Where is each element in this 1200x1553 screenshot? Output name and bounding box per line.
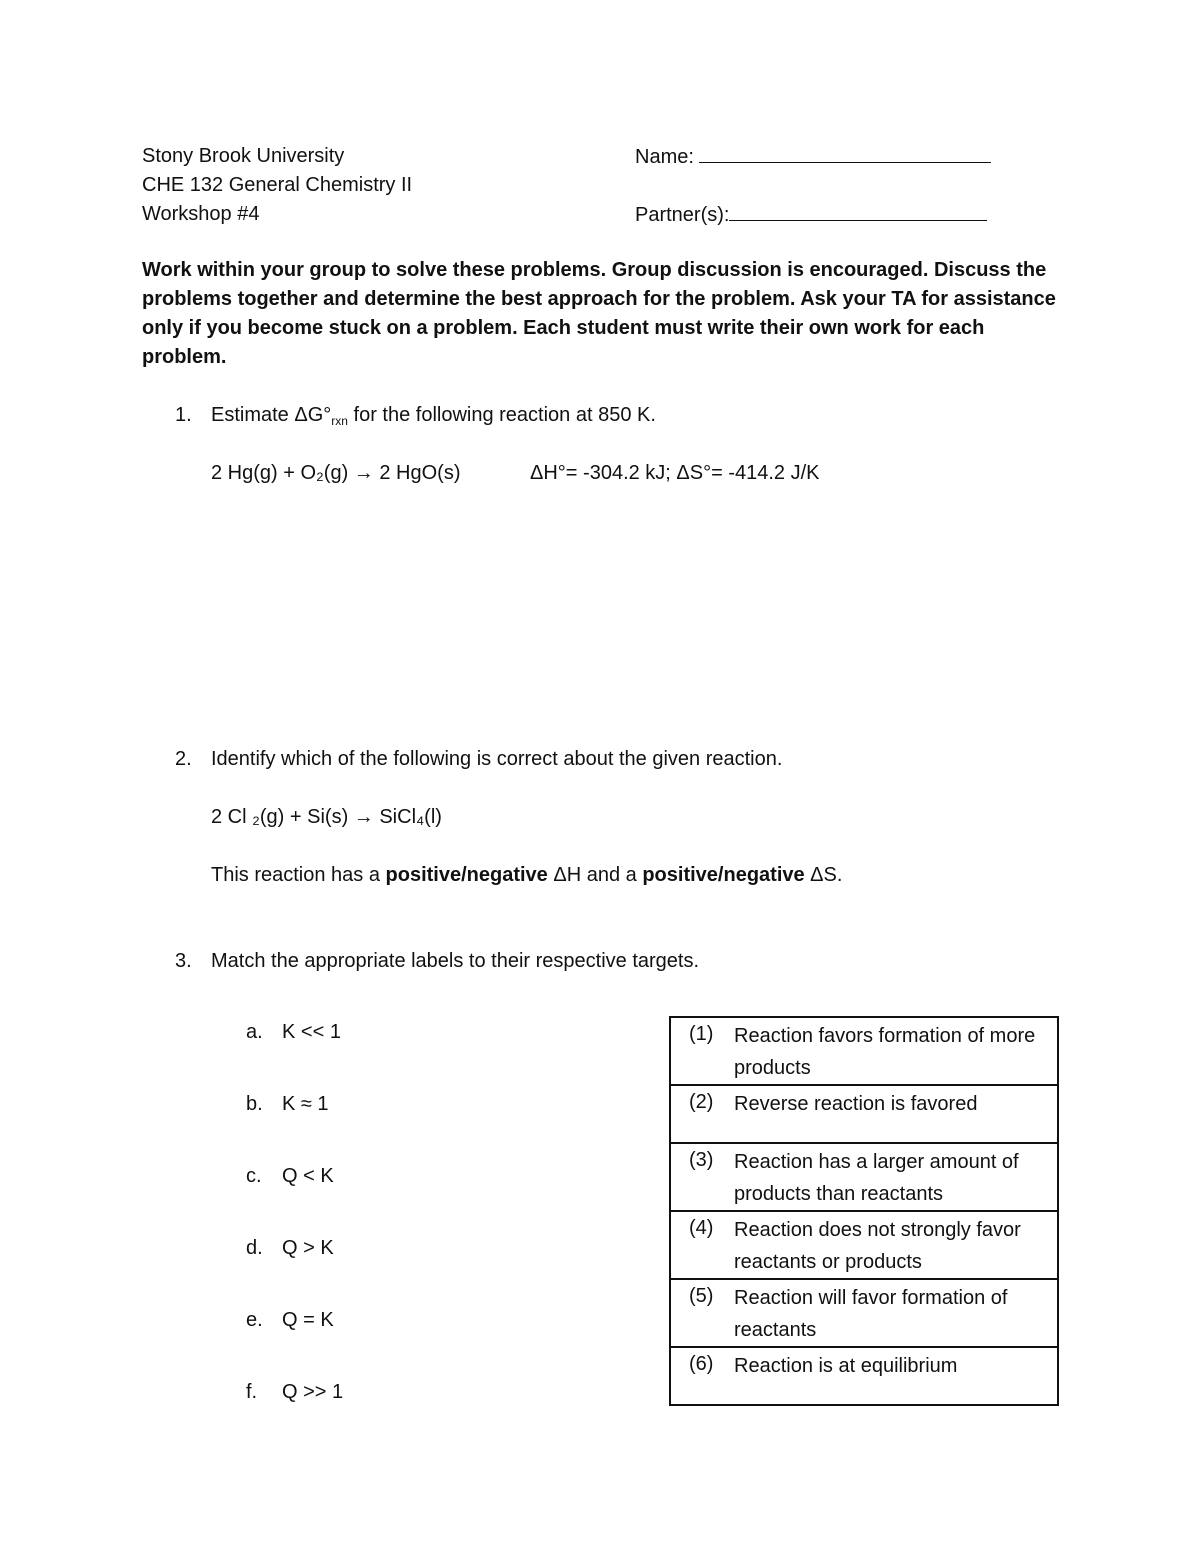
q1-prompt-pre: Estimate ΔG° [211, 404, 332, 426]
target-5-number: (5) [689, 1285, 714, 1307]
q1-prompt-post: for the following reaction at 850 K. [347, 404, 656, 426]
q3-item-e: Q = K [282, 1309, 334, 1331]
table-row [670, 1279, 1058, 1347]
target-1-number: (1) [689, 1023, 714, 1045]
q2-statement-3: ΔS. [804, 864, 843, 886]
instructions: Work within your group to solve these problems. Group discussion is encouraged. Discuss the problems together and determine the best approach for the problem. Ask your TA for assistance only if you become stuck on a problem. Each student must write their own work for each problem. [142, 259, 1056, 368]
q3-item-e-letter: e. [246, 1309, 263, 1331]
target-3-text: Reaction has a larger amount of products than reactants [734, 1151, 1019, 1205]
target-4-text: Reaction does not strongly favor reactants or products [734, 1219, 1021, 1273]
target-3-number: (3) [689, 1149, 714, 1171]
q3-item-a-letter: a. [246, 1021, 263, 1043]
q2-choice-1[interactable]: positive/negative [385, 864, 548, 886]
q3-item-b: K ≈ 1 [282, 1093, 329, 1115]
q2-statement-2: ΔH and a [547, 864, 643, 886]
q1-thermo-data: ΔH°= -304.2 kJ; ΔS°= -414.2 J/K [530, 462, 820, 484]
target-4-number: (4) [689, 1217, 714, 1239]
q1-prompt [211, 401, 656, 430]
workshop-title: Workshop #4 [142, 203, 260, 225]
table-row [670, 1085, 1058, 1143]
q3-item-f-letter: f. [246, 1381, 258, 1403]
course-title: CHE 132 General Chemistry II [142, 174, 413, 196]
q2-statement [211, 861, 842, 890]
q2-statement-1: This reaction has a [211, 864, 386, 886]
q3-item-c: Q < K [282, 1165, 334, 1187]
q3-targets-table [669, 1016, 1059, 1406]
partners-blank[interactable] [729, 200, 987, 221]
q2-choice-2[interactable]: positive/negative [642, 864, 805, 886]
table-row [670, 1143, 1058, 1211]
q1-number: 1. [175, 404, 192, 426]
target-1-text: Reaction favors formation of more products [734, 1025, 1036, 1079]
q1-prompt-sub: rxn [331, 414, 348, 428]
table-row [670, 1017, 1058, 1085]
q3-item-d-letter: d. [246, 1237, 263, 1259]
name-field[interactable] [635, 142, 991, 172]
university-name: Stony Brook University [142, 145, 345, 167]
name-label: Name: [635, 146, 700, 168]
q2-equation: 2 Cl ₂(g) + Si(s) → SiCl₄(l) [211, 806, 442, 828]
target-2-number: (2) [689, 1091, 714, 1113]
table-row [670, 1211, 1058, 1279]
partners-field[interactable] [635, 200, 987, 230]
q3-item-c-letter: c. [246, 1165, 262, 1187]
q3-item-b-letter: b. [246, 1093, 263, 1115]
q3-prompt: Match the appropriate labels to their respective targets. [211, 950, 700, 972]
q2-number: 2. [175, 748, 192, 770]
target-5-text: Reaction will favor formation of reactants [734, 1287, 1008, 1341]
q3-item-a: K << 1 [282, 1021, 341, 1043]
target-6-text: Reaction is at equilibrium [734, 1355, 958, 1377]
name-blank[interactable] [699, 142, 991, 163]
table-row [670, 1347, 1058, 1405]
target-6-number: (6) [689, 1353, 714, 1375]
q3-item-f: Q >> 1 [282, 1381, 344, 1403]
q1-equation: 2 Hg(g) + O₂(g) → 2 HgO(s) [211, 462, 461, 484]
target-2-text: Reverse reaction is favored [734, 1093, 978, 1115]
q3-item-d: Q > K [282, 1237, 334, 1259]
q3-number: 3. [175, 950, 192, 972]
partners-label: Partner(s): [635, 204, 730, 226]
q2-prompt: Identify which of the following is correct about the given reaction. [211, 748, 783, 770]
